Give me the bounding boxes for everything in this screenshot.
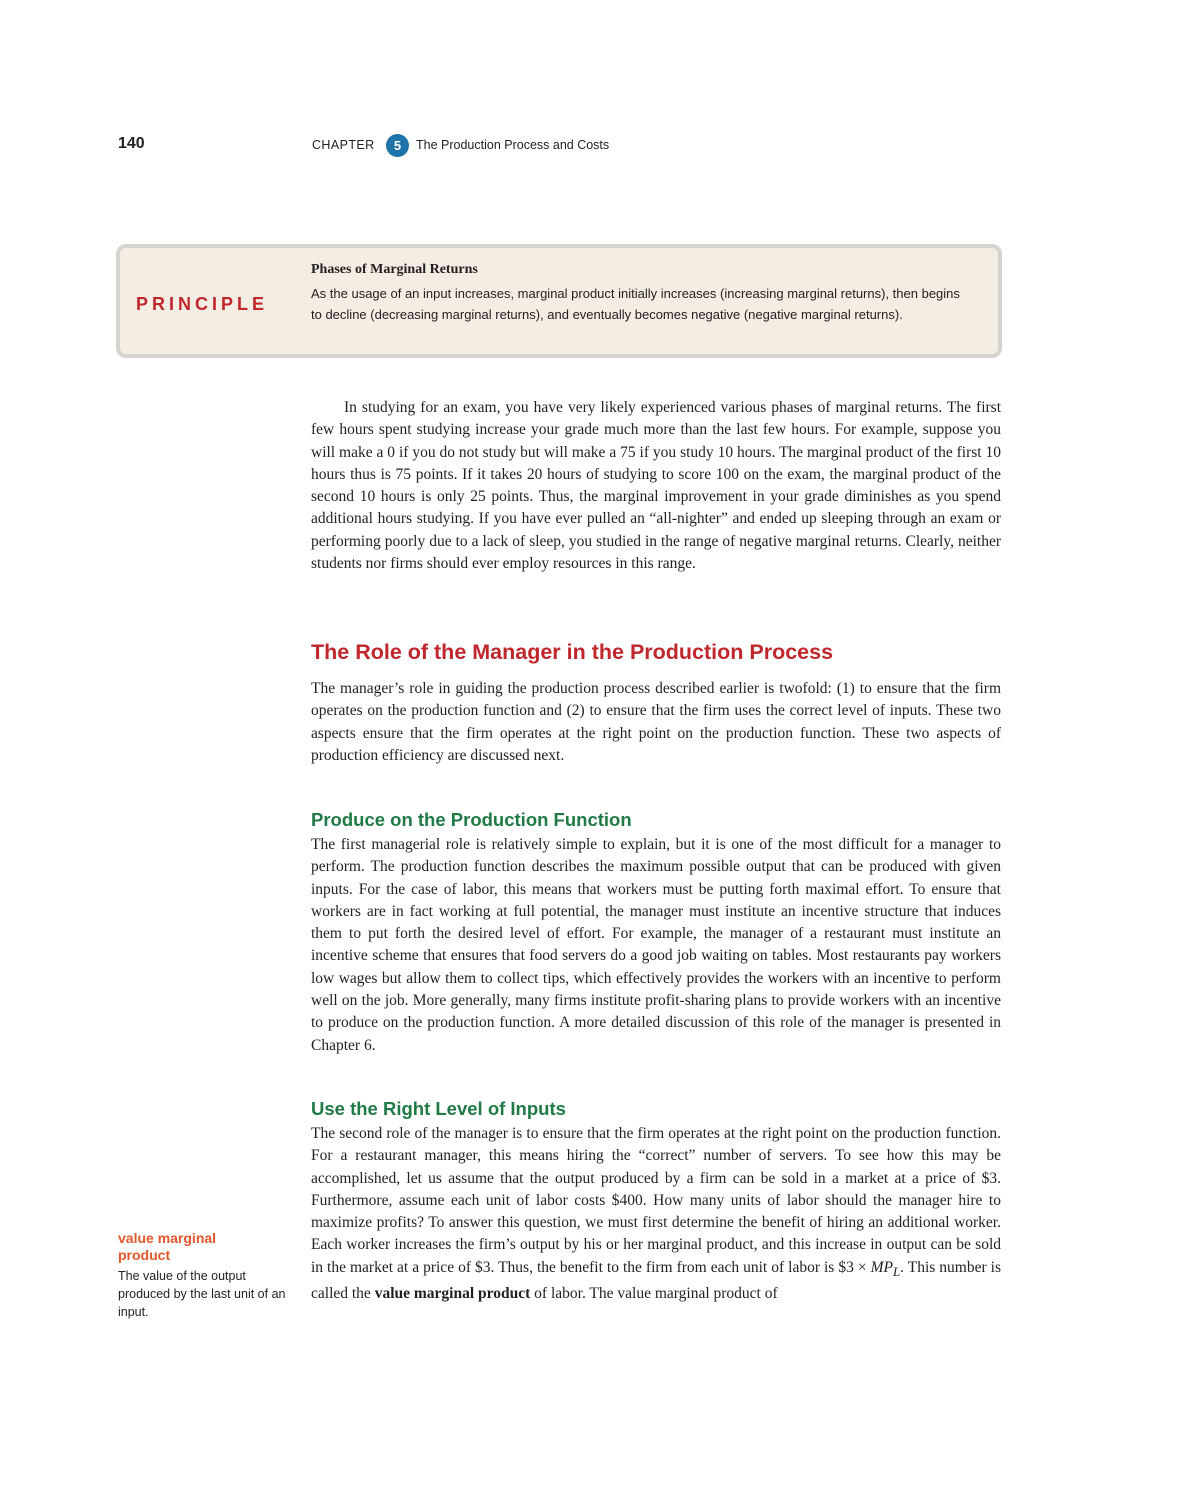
running-header: [0, 134, 1200, 158]
margin-glossary-term: value marginal product: [118, 1230, 217, 1263]
mp-symbol: MP: [870, 1258, 893, 1276]
paragraph-text-end: of labor. The value marginal product of: [530, 1285, 778, 1303]
principle-text: As the usage of an input increases, marginal product initially increases (increasing marginal returns), then begins to decline (decreasing marginal returns), and eventually becomes negative (negative marginal returns).: [311, 286, 960, 322]
chapter-label: CHAPTER: [312, 138, 375, 152]
page-number: 140: [118, 135, 145, 152]
bold-term: value marginal product: [374, 1285, 531, 1303]
subsection-heading-inputs: Use the Right Level of Inputs: [311, 1098, 566, 1119]
section-paragraph: The manager’s role in guiding the production process described earlier is twofold: (1) to ensure that the firm operates on the production function and (2) to ensure that the firm uses the correct level of inputs. These two aspects ensure that the firm operates at the right point on the production function. These two aspects of production efficiency are discussed next.: [311, 680, 1001, 764]
chapter-title: The Production Process and Costs: [416, 138, 610, 152]
subsection-paragraph-produce: The first managerial role is relatively simple to explain, but it is one of the most difficult for a manager to perform. The production function describes the maximum possible output that can be produced with given inputs. For the case of labor, this means that workers must be putting forth maximal effort. To ensure that workers are in fact working at full potential, the manager must institute an incentive structure that induces them to put forth the desired level of effort. For example, the manager of a restaurant must institute an incentive scheme that ensures that food servers do a good job waiting on tables. Most restaurants pay workers low wages but allow them to collect tips, which effectively provides the workers with an incentive to perform well on the job. More generally, many firms institute profit-sharing plans to provide workers with an incentive to produce on the production function. A more detailed discussion of this role of the manager is presented in Chapter 6.: [311, 836, 1001, 1054]
principle-label: PRINCIPLE: [136, 294, 269, 314]
subsection-paragraph-inputs: [311, 1123, 1001, 1305]
margin-glossary-definition: The value of the output produced by the last unit of an input.: [118, 1269, 286, 1319]
mp-subscript: L: [892, 1263, 901, 1279]
principle-title: Phases of Marginal Returns: [311, 262, 478, 277]
principle-box: [116, 244, 1002, 358]
section-heading: The Role of the Manager in the Production Process: [311, 640, 834, 664]
paragraph-text-mid: . This number is called the: [311, 1258, 1001, 1303]
chapter-number-badge: 5: [386, 134, 409, 157]
intro-paragraph: In studying for an exam, you have very likely experienced various phases of marginal returns. The first few hours spent studying increase your grade much more than the last few hours. For example, suppose you will make a 0 if you do not study but will make a 75 if you study 10 hours. The marginal product of the first 10 hours thus is 75 points. If it takes 20 hours of studying to score 100 on the exam, the marginal product of the second 10 hours is only 25 points. Thus, the marginal improvement in your grade diminishes as you spend additional hours studying. If you have ever pulled an “all-nighter” and ended up sleeping through an exam or performing poorly due to a lack of sleep, you studied in the range of negative marginal returns. Clearly, neither students nor firms should ever employ resources in this range.: [311, 399, 1001, 573]
subsection-heading-produce: Produce on the Production Function: [311, 809, 632, 830]
paragraph-text-start: The second role of the manager is to ensure that the firm operates at the right point on the production function. For a restaurant manager, this means hiring the “correct” number of servers. To see how this may be accomplished, let us assume that the output produced by a firm can be sold in a market at a price of $3. Furthermore, assume each unit of labor costs $400. How many units of labor should the manager hire to maximize profits? To answer this question, we must first determine the benefit of hiring an additional worker. Each worker increases the firm’s output by his or her marginal product, and this increase in output can be sold in the market at a price of $3. Thus, the benefit to the firm from each unit of labor is $3 ×: [311, 1125, 1001, 1276]
